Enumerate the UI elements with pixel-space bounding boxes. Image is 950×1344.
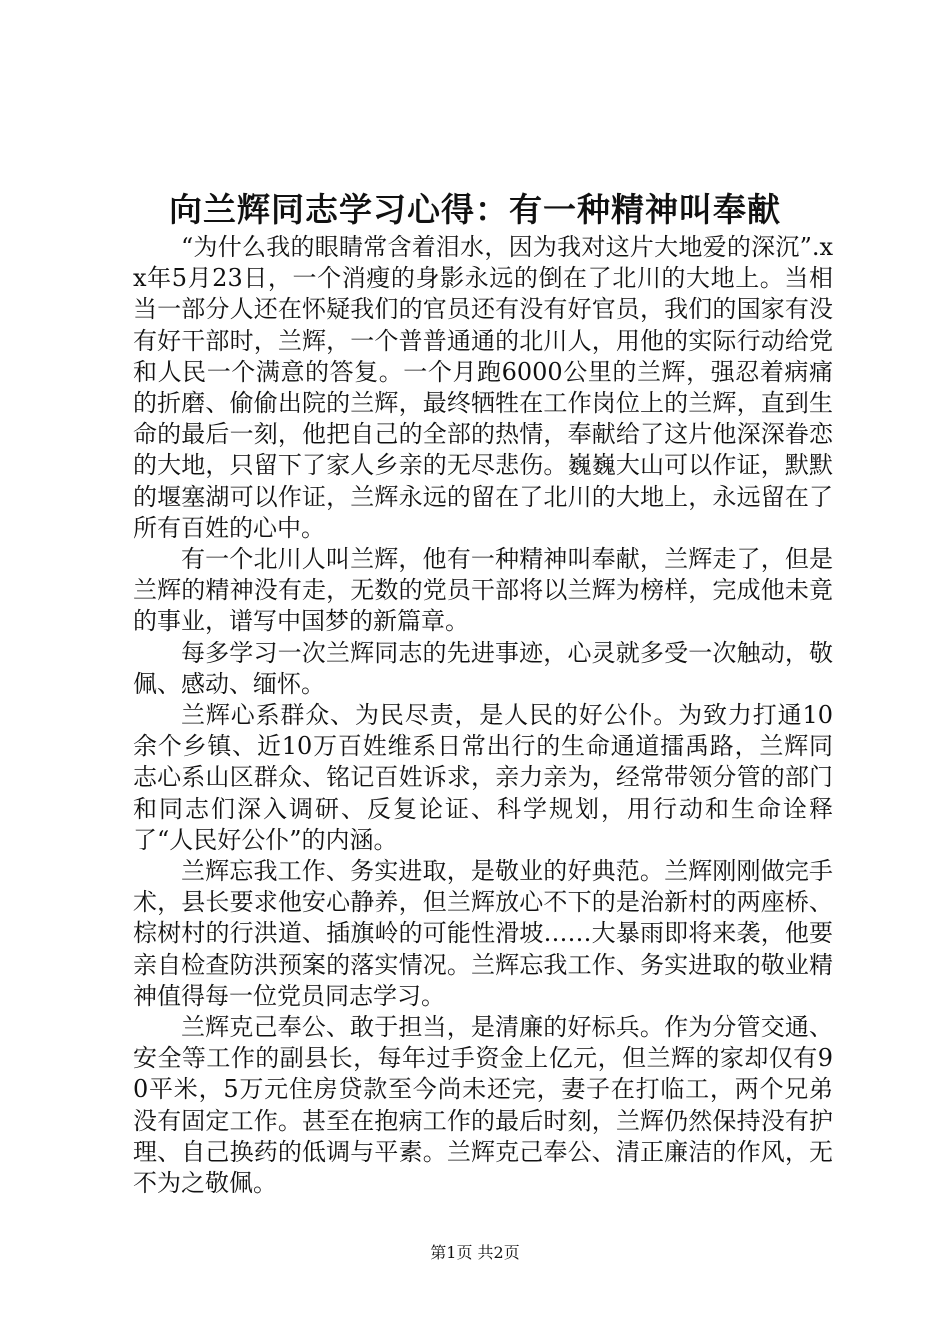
page-number-footer: 第1页 共2页 [430, 1243, 520, 1262]
paragraph-4: 兰辉心系群众、为民尽责，是人民的好公仆。为致力打通10余个乡镇、近10万百姓维系日常出行的生命通道擂禹路，兰辉同志心系山区群众、铭记百姓诉求，亲力亲为，经常带领分管的部门和同志们深入调研、反复论证、科学规划，用行动和生命诠释了“人民好公仆”的内涵。 [133, 701, 833, 854]
paragraph-2: 有一个北川人叫兰辉，他有一种精神叫奉献，兰辉走了，但是兰辉的精神没有走，无数的党员干部将以兰辉为榜样，完成他未竟的事业，谱写中国梦的新篇章。 [133, 545, 833, 636]
paragraph-1: “为什么我的眼睛常含着泪水，因为我对这片大地爱的深沉”.xx年5月23日，一个消瘦的身影永远的倒在了北川的大地上。当相当一部分人还在怀疑我们的官员还有没有好官员，我们的国家有没有好干部时，兰辉，一个普普通通的北川人，用他的实际行动给党和人民一个满意的答复。一个月跑6000公里的兰辉，强忍着病痛的折磨、偷偷出院的兰辉，最终牺牲在工作岗位上的兰辉，直到生命的最后一刻，他把自己的全部的热情，奉献给了这片他深深眷恋的大地，只留下了家人乡亲的无尽悲伤。巍巍大山可以作证，默默的堰塞湖可以作证，兰辉永远的留在了北川的大地上，永远留在了所有百姓的心中。 [133, 233, 833, 542]
paragraph-5: 兰辉忘我工作、务实进取，是敬业的好典范。兰辉刚刚做完手术，县长要求他安心静养，但兰辉放心不下的是治新村的两座桥、棕树村的行洪道、插旗岭的可能性滑坡……大暴雨即将来袭，他要亲自检查防洪预案的落实情况。兰辉忘我工作、务实进取的敬业精神值得每一位党员同志学习。 [133, 857, 833, 1010]
document-body [133, 232, 833, 1199]
paragraph-6: 兰辉克己奉公、敢于担当，是清廉的好标兵。作为分管交通、安全等工作的副县长，每年过手资金上亿元，但兰辉的家却仅有90平米，5万元住房贷款至今尚未还完，妻子在打临工，两个兄弟没有固定工作。甚至在抱病工作的最后时刻，兰辉仍然保持没有护理、自己换药的低调与平素。兰辉克己奉公、清正廉洁的作风，无不为之敬佩。 [133, 1013, 833, 1198]
document-title: 向兰辉同志学习心得：有一种精神叫奉献 [169, 190, 781, 229]
paragraph-3: 每多学习一次兰辉同志的先进事迹，心灵就多受一次触动，敬佩、感动、缅怀。 [133, 638, 833, 698]
